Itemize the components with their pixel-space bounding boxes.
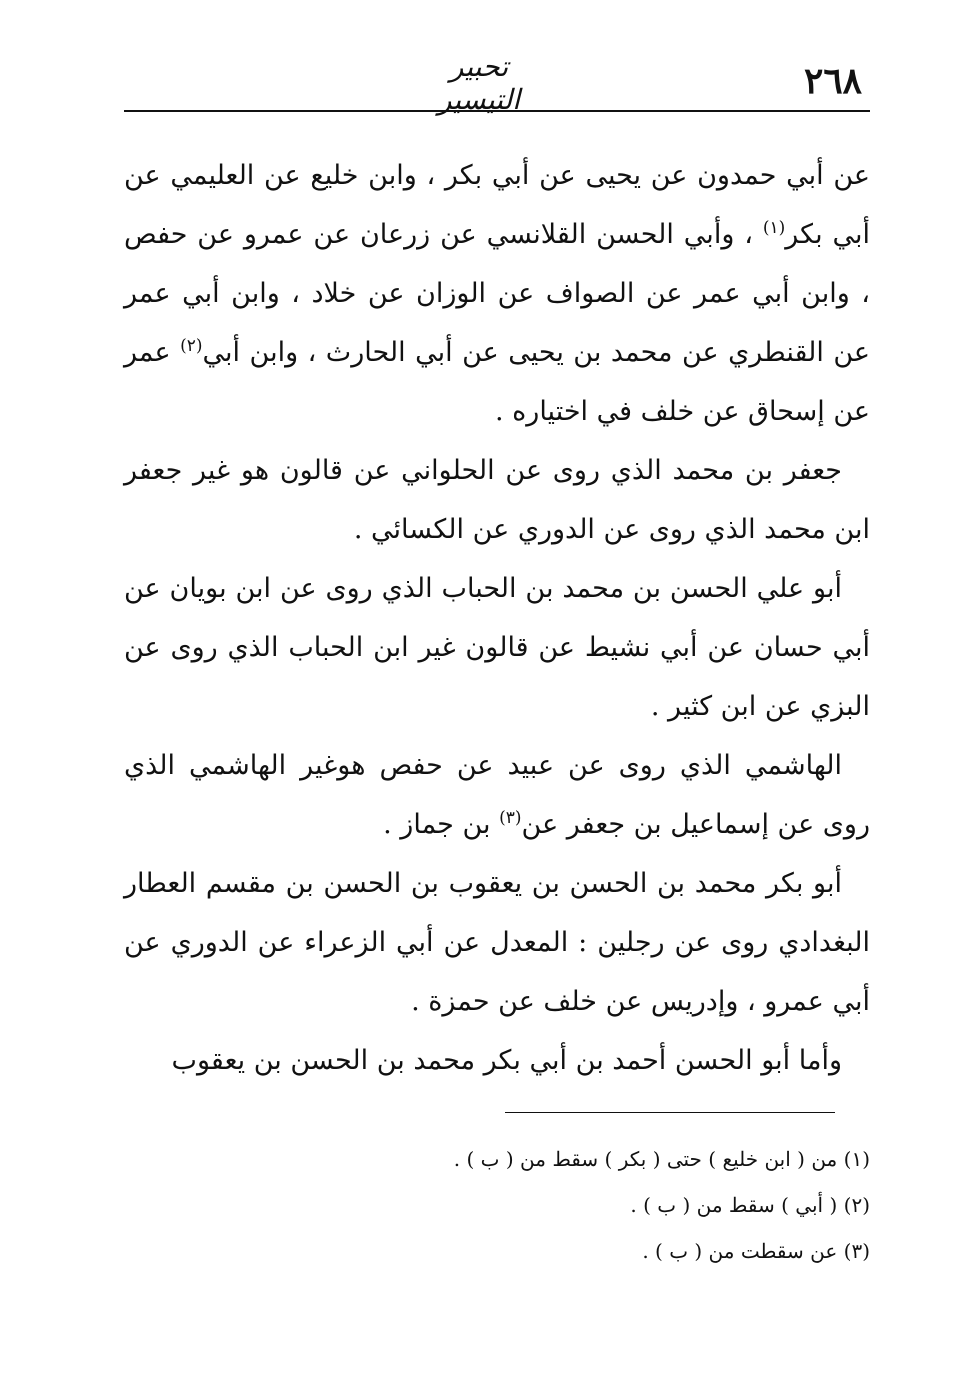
footnote-divider [505,1112,835,1113]
text-segment: الهاشمي الذي روى عن عبيد عن حفص هوغير الهاشمي الذي روى عن إسماعيل بن جعفر عن [124,750,870,840]
paragraph-4 [124,736,870,854]
footnote-ref-3: (٣) [499,808,522,828]
paragraph-5: أبو بكر محمد بن الحسن بن يعقوب بن الحسن بن مقسم العطار البغدادي روى عن رجلين : المعدل عن أبي الزعراء عن الدوري عن أبي عمرو ، وإدريس عن خلف عن حمزة . [124,868,870,1017]
footnote-text: عن سقطت من ( ب ) . [642,1239,838,1263]
footnote-text: من ( ابن خليع ) حتى ( بكر ) سقط من ( ب ) . [453,1147,838,1171]
paragraph-3: أبو علي الحسن بن محمد بن الحباب الذي روى عن ابن بويان عن أبي حسان عن أبي نشيط عن قالون غير ابن الحباب الذي روى عن البزي عن ابن كثير . [124,573,870,722]
footnote-marker: (١) [843,1147,870,1171]
text-segment: عمر عن إسحاق عن خلف في اختياره . [124,337,870,427]
paragraph-2: جعفر بن محمد الذي روى عن الحلواني عن قالون هو غير جعفر ابن محمد الذي روى عن الدوري عن الكسائي . [124,455,870,545]
main-text [124,146,870,1090]
footnote-ref-2: (٢) [180,336,203,356]
running-title: تحبير التيسير [437,50,521,116]
header-divider [124,110,870,112]
footnote-text: ( أبي ) سقط من ( ب ) . [630,1193,838,1217]
text-segment: عن أبي حمدون عن يحيى عن أبي بكر ، وابن خليع عن العليمي عن أبي بكر [124,160,870,250]
footnote-3 [150,1228,870,1274]
footnote-2 [150,1182,870,1228]
footnotes [150,1136,870,1274]
paragraph-1 [124,146,870,441]
text-segment: بن جماز . [383,809,500,840]
footnote-ref-1: (١) [762,218,786,238]
footnote-marker: (٢) [843,1193,870,1217]
paragraph-6: وأما أبو الحسن أحمد بن أبي بكر محمد بن الحسن بن يعقوب [171,1045,842,1076]
text-segment: ، وأبي الحسن القلانسي عن زرعان عن عمرو عن حفص ، وابن أبي عمر عن الصواف عن الوزان عن خلاد ، وابن أبي عمر عن القنطري عن محمد بن يحيى عن أبي الحارث ، وابن أبي [124,219,870,368]
page-number: ٢٦٨ [803,60,862,102]
footnote-1 [150,1136,870,1182]
footnote-marker: (٣) [843,1239,870,1263]
